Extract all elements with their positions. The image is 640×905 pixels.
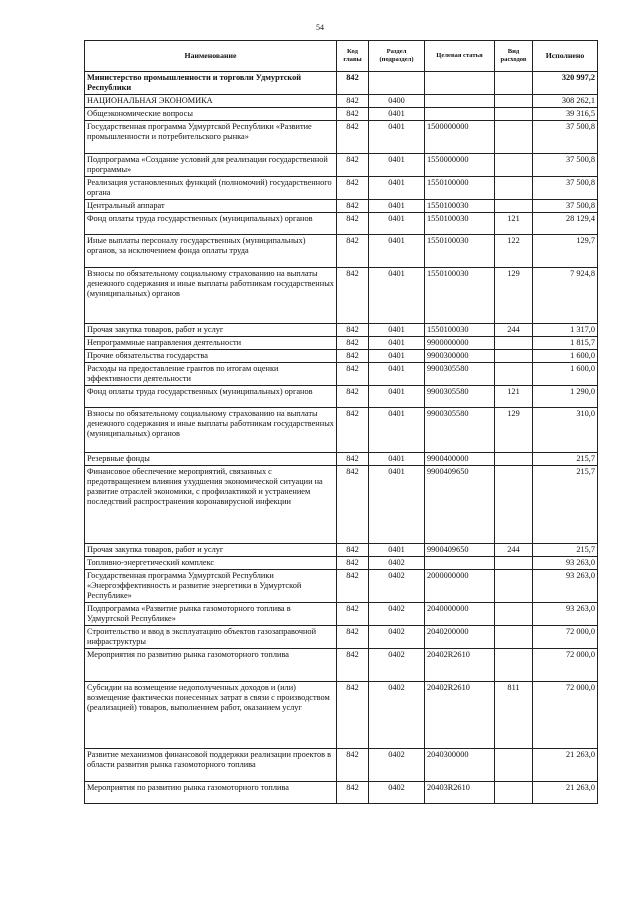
cell-amount: 93 263,0 [533, 557, 598, 570]
cell-type [495, 363, 533, 386]
cell-amount: 72 000,0 [533, 649, 598, 682]
cell-name: Непрограммные направления деятельности [85, 337, 337, 350]
cell-amount: 72 000,0 [533, 682, 598, 749]
cell-amount: 1 317,0 [533, 324, 598, 337]
cell-target: 1550100030 [425, 200, 495, 213]
cell-amount: 37 500,8 [533, 121, 598, 154]
cell-type [495, 350, 533, 363]
cell-target: 1500000000 [425, 121, 495, 154]
cell-code: 842 [337, 749, 369, 782]
cell-type: 244 [495, 544, 533, 557]
table-row [85, 108, 598, 121]
cell-type: 129 [495, 408, 533, 453]
cell-amount: 37 500,8 [533, 177, 598, 200]
cell-amount: 21 263,0 [533, 782, 598, 804]
cell-code: 842 [337, 108, 369, 121]
cell-type [495, 649, 533, 682]
cell-target: 2040300000 [425, 749, 495, 782]
cell-name: Фонд оплаты труда государственных (муниципальных) органов [85, 213, 337, 235]
table-row [85, 337, 598, 350]
cell-section: 0402 [369, 626, 425, 649]
cell-section: 0401 [369, 466, 425, 544]
cell-code: 842 [337, 782, 369, 804]
cell-code: 842 [337, 682, 369, 749]
cell-section: 0401 [369, 408, 425, 453]
cell-type [495, 154, 533, 177]
cell-code: 842 [337, 154, 369, 177]
header-type: Вид расходов [495, 41, 533, 72]
header-section: Раздел (подраздел) [369, 41, 425, 72]
cell-name: Взносы по обязательному социальному страхованию на выплаты денежного содержания и иные выплаты работникам государственных (муниципальных) органов [85, 268, 337, 324]
cell-section: 0401 [369, 213, 425, 235]
page-number: 54 [316, 23, 324, 32]
cell-target: 9900305580 [425, 408, 495, 453]
cell-type [495, 108, 533, 121]
cell-target: 20402R2610 [425, 682, 495, 749]
cell-amount: 1 600,0 [533, 363, 598, 386]
cell-section: 0401 [369, 177, 425, 200]
cell-type [495, 95, 533, 108]
cell-name: Общеэкономические вопросы [85, 108, 337, 121]
cell-section: 0401 [369, 350, 425, 363]
cell-section: 0402 [369, 649, 425, 682]
cell-amount: 7 924,8 [533, 268, 598, 324]
cell-name: НАЦИОНАЛЬНАЯ ЭКОНОМИКА [85, 95, 337, 108]
cell-type: 122 [495, 235, 533, 268]
cell-target: 9900400000 [425, 453, 495, 466]
cell-name: Финансовое обеспечение мероприятий, связанных с предотвращением влияния ухудшения экономической ситуации на развитие отраслей экономики, с профилактикой и устранением последствий распространения коронавирусной инфекции [85, 466, 337, 544]
cell-code: 842 [337, 453, 369, 466]
cell-name: Фонд оплаты труда государственных (муниципальных) органов [85, 386, 337, 408]
cell-name: Государственная программа Удмуртской Республики «Развитие промышленности и потребительского рынка» [85, 121, 337, 154]
cell-code: 842 [337, 649, 369, 682]
cell-code: 842 [337, 557, 369, 570]
cell-type [495, 782, 533, 804]
cell-type: 244 [495, 324, 533, 337]
cell-section: 0401 [369, 453, 425, 466]
cell-type: 121 [495, 213, 533, 235]
cell-name: Прочая закупка товаров, работ и услуг [85, 544, 337, 557]
cell-type: 129 [495, 268, 533, 324]
table-row [85, 453, 598, 466]
cell-section: 0401 [369, 268, 425, 324]
cell-amount: 37 500,8 [533, 154, 598, 177]
cell-target: 2040000000 [425, 603, 495, 626]
table-row [85, 649, 598, 682]
cell-section: 0400 [369, 95, 425, 108]
cell-target: 1550100030 [425, 324, 495, 337]
header-code: Код главы [337, 41, 369, 72]
table-row [85, 570, 598, 603]
cell-target: 1550000000 [425, 154, 495, 177]
cell-amount: 308 262,1 [533, 95, 598, 108]
cell-name: Мероприятия по развитию рынка газомоторного топлива [85, 782, 337, 804]
cell-name: Подпрограмма «Развитие рынка газомоторного топлива в Удмуртской Республике» [85, 603, 337, 626]
cell-type [495, 453, 533, 466]
cell-section: 0402 [369, 570, 425, 603]
cell-amount: 215,7 [533, 544, 598, 557]
cell-target: 9900000000 [425, 337, 495, 350]
cell-amount: 215,7 [533, 466, 598, 544]
cell-target: 9900305580 [425, 386, 495, 408]
cell-name: Резервные фонды [85, 453, 337, 466]
cell-type [495, 626, 533, 649]
table-row [85, 268, 598, 324]
cell-code: 842 [337, 235, 369, 268]
cell-target [425, 72, 495, 95]
cell-target: 9900300000 [425, 350, 495, 363]
cell-section: 0401 [369, 363, 425, 386]
table-row [85, 235, 598, 268]
cell-code: 842 [337, 213, 369, 235]
cell-type [495, 749, 533, 782]
table-row [85, 177, 598, 200]
cell-amount: 215,7 [533, 453, 598, 466]
cell-name: Иные выплаты персоналу государственных (муниципальных) органов, за исключением фонда оплаты труда [85, 235, 337, 268]
table-row [85, 749, 598, 782]
cell-name: Мероприятия по развитию рынка газомоторного топлива [85, 649, 337, 682]
table-row [85, 603, 598, 626]
cell-name: Реализация установленных функций (полномочий) государственного органа [85, 177, 337, 200]
table-row [85, 466, 598, 544]
cell-name: Прочая закупка товаров, работ и услуг [85, 324, 337, 337]
table-row [85, 200, 598, 213]
header-target: Целевая статья [425, 41, 495, 72]
cell-type [495, 177, 533, 200]
cell-name: Строительство и ввод в эксплуатацию объектов газозаправочной инфраструктуры [85, 626, 337, 649]
cell-section: 0401 [369, 386, 425, 408]
cell-code: 842 [337, 177, 369, 200]
cell-code: 842 [337, 386, 369, 408]
cell-code: 842 [337, 200, 369, 213]
cell-name: Взносы по обязательному социальному страхованию на выплаты денежного содержания и иные выплаты работникам государственных (муниципальных) органов [85, 408, 337, 453]
table-row [85, 324, 598, 337]
cell-amount: 129,7 [533, 235, 598, 268]
cell-amount: 37 500,8 [533, 200, 598, 213]
cell-section: 0401 [369, 337, 425, 350]
cell-target [425, 557, 495, 570]
cell-name: Субсидии на возмещение недополученных доходов и (или) возмещение фактически понесенных затрат в связи с производством (реализацией) товаров, выполнением работ, оказанием услуг [85, 682, 337, 749]
cell-amount: 1 290,0 [533, 386, 598, 408]
cell-section: 0401 [369, 108, 425, 121]
cell-section: 0401 [369, 200, 425, 213]
cell-section: 0402 [369, 749, 425, 782]
table-row [85, 682, 598, 749]
cell-code: 842 [337, 603, 369, 626]
table-row [85, 350, 598, 363]
table-body [85, 72, 598, 804]
cell-code: 842 [337, 121, 369, 154]
cell-type [495, 603, 533, 626]
cell-code: 842 [337, 544, 369, 557]
cell-section [369, 72, 425, 95]
cell-name: Расходы на предоставление грантов по итогам оценки эффективности деятельности [85, 363, 337, 386]
cell-target: 2000000000 [425, 570, 495, 603]
cell-code: 842 [337, 408, 369, 453]
table-row [85, 213, 598, 235]
budget-execution-table [84, 40, 598, 804]
header-name: Наименование [85, 41, 337, 72]
cell-name: Развитие механизмов финансовой поддержки реализации проектов в области развития рынка газомоторного топлива [85, 749, 337, 782]
cell-amount: 28 129,4 [533, 213, 598, 235]
cell-amount: 310,0 [533, 408, 598, 453]
table-row [85, 626, 598, 649]
cell-code: 842 [337, 570, 369, 603]
cell-code: 842 [337, 363, 369, 386]
table-row [85, 72, 598, 95]
cell-amount: 1 600,0 [533, 350, 598, 363]
table-row [85, 782, 598, 804]
cell-section: 0401 [369, 544, 425, 557]
table-header [85, 41, 598, 72]
cell-target: 9900409650 [425, 466, 495, 544]
table-row [85, 408, 598, 453]
cell-amount: 320 997,2 [533, 72, 598, 95]
cell-amount: 93 263,0 [533, 570, 598, 603]
table-row [85, 121, 598, 154]
cell-target: 9900409650 [425, 544, 495, 557]
cell-type [495, 121, 533, 154]
cell-name: Прочие обязательства государства [85, 350, 337, 363]
cell-name: Центральный аппарат [85, 200, 337, 213]
cell-target [425, 108, 495, 121]
table-row [85, 95, 598, 108]
cell-type [495, 557, 533, 570]
cell-amount: 39 316,5 [533, 108, 598, 121]
cell-code: 842 [337, 324, 369, 337]
cell-section: 0401 [369, 121, 425, 154]
cell-target [425, 95, 495, 108]
header-amount: Исполнено [533, 41, 598, 72]
cell-name: Подпрограмма «Создание условий для реализации государственной программы» [85, 154, 337, 177]
cell-code: 842 [337, 466, 369, 544]
cell-amount: 1 815,7 [533, 337, 598, 350]
cell-code: 842 [337, 626, 369, 649]
cell-target: 9900305580 [425, 363, 495, 386]
cell-amount: 93 263,0 [533, 603, 598, 626]
cell-type [495, 337, 533, 350]
cell-code: 842 [337, 268, 369, 324]
cell-type: 811 [495, 682, 533, 749]
cell-target: 2040200000 [425, 626, 495, 649]
table-row [85, 154, 598, 177]
cell-section: 0402 [369, 603, 425, 626]
cell-section: 0401 [369, 235, 425, 268]
cell-section: 0401 [369, 324, 425, 337]
cell-section: 0402 [369, 682, 425, 749]
cell-type [495, 570, 533, 603]
cell-name: Министерство промышленности и торговли Удмуртской Республики [85, 72, 337, 95]
cell-target: 1550100030 [425, 268, 495, 324]
cell-target: 1550100030 [425, 213, 495, 235]
table-row [85, 363, 598, 386]
cell-code: 842 [337, 337, 369, 350]
cell-code: 842 [337, 95, 369, 108]
cell-section: 0402 [369, 782, 425, 804]
cell-type [495, 72, 533, 95]
cell-target: 1550100030 [425, 235, 495, 268]
cell-code: 842 [337, 350, 369, 363]
cell-name: Государственная программа Удмуртской Республики «Энергоэффективность и развитие энергетики в Удмуртской Республике» [85, 570, 337, 603]
table-row [85, 557, 598, 570]
cell-section: 0402 [369, 557, 425, 570]
table-row [85, 544, 598, 557]
cell-target: 1550100000 [425, 177, 495, 200]
cell-type: 121 [495, 386, 533, 408]
cell-type [495, 466, 533, 544]
cell-code: 842 [337, 72, 369, 95]
cell-target: 20403R2610 [425, 782, 495, 804]
cell-section: 0401 [369, 154, 425, 177]
cell-target: 20402R2610 [425, 649, 495, 682]
cell-name: Топливно-энергетический комплекс [85, 557, 337, 570]
cell-amount: 72 000,0 [533, 626, 598, 649]
cell-amount: 21 263,0 [533, 749, 598, 782]
cell-type [495, 200, 533, 213]
table-row [85, 386, 598, 408]
